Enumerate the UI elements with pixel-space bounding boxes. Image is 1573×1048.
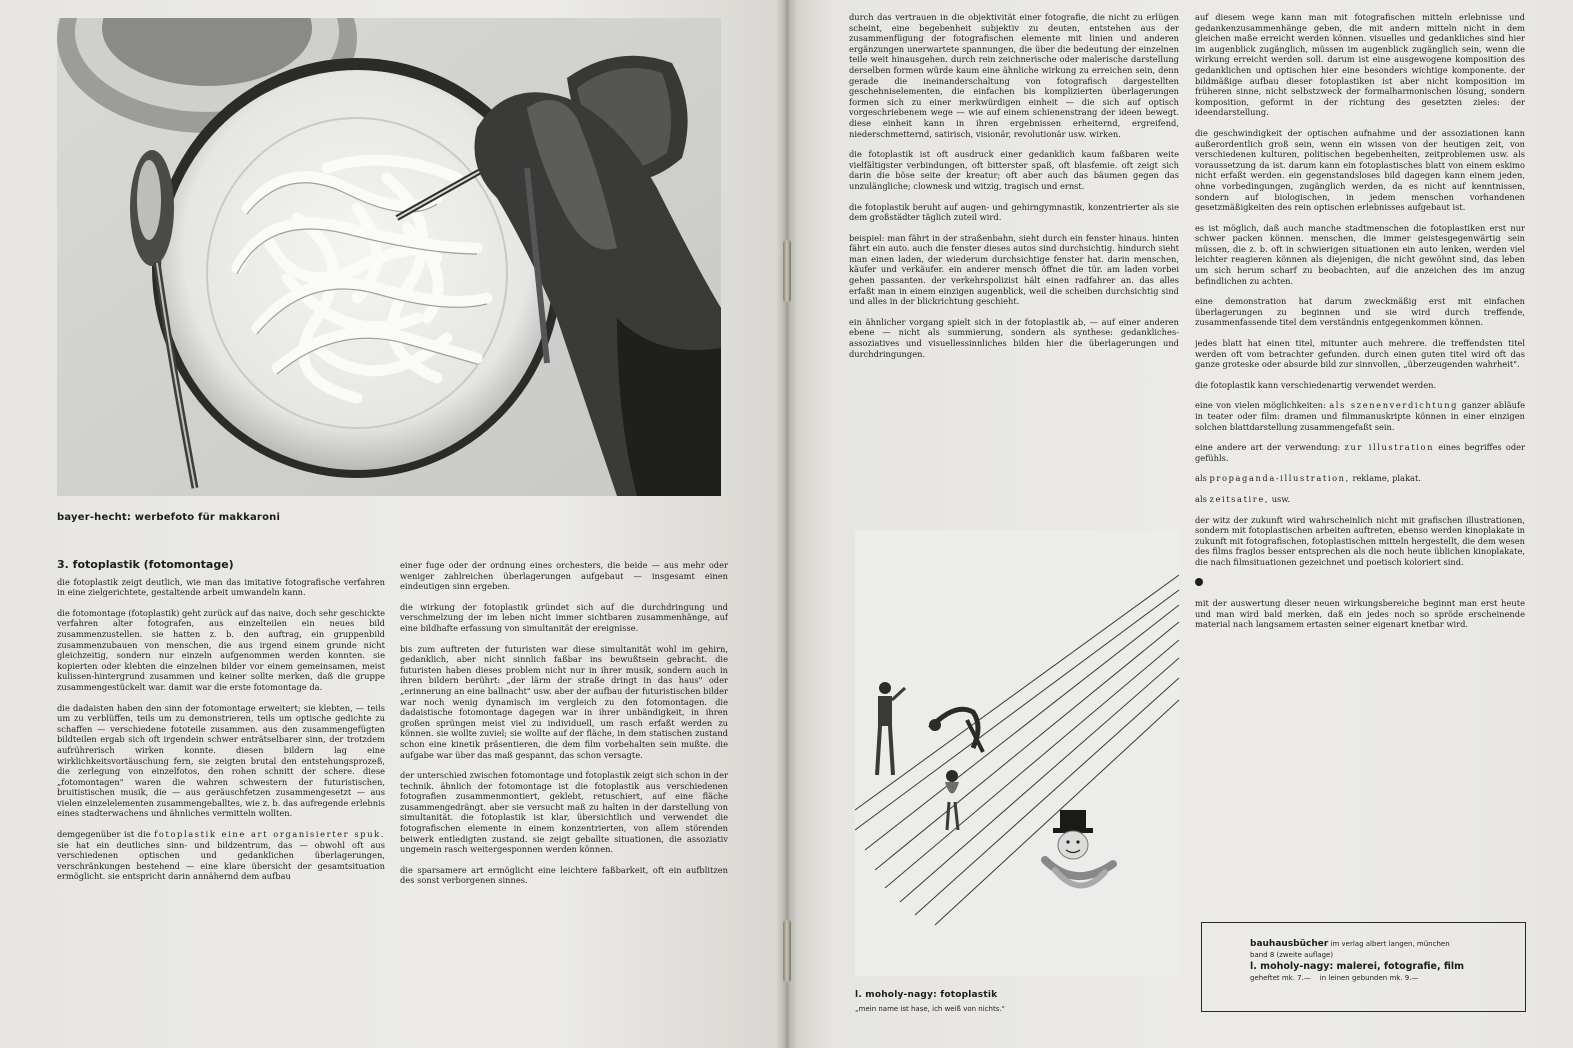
- paragraph: die fotoplastik kann verschiedenartig verwendet werden.: [1195, 379, 1437, 390]
- paragraph: mit der auswertung dieser neuen wirkungsbereiche beginnt man erst heute und man wird bald merken, daß ein jedes noch so spröde erscheinende material nach langsamem ertasten seiner eigenart knetbar wird.: [1195, 598, 1525, 630]
- text-column-left-2: [400, 560, 728, 1020]
- paragraph: die wirkung der fotoplastik gründet sich auf die durchdringung und verschmelzung der im leben nicht immer sichtbaren zusammenhänge, auf eine bildhafte erfassung von simultanität der ereignisse.: [400, 601, 728, 633]
- ad-publisher: im verlag albert langen, münchen: [1330, 940, 1450, 948]
- paragraph: die fotoplastik beruht auf augen- und gehirngymnastik, konzentrierter als sie dem großstädter täglich zuteil wird.: [849, 201, 1179, 223]
- text-column-right-1: [849, 12, 1179, 517]
- fotoplastik-photo: [855, 530, 1179, 976]
- photo-caption: bayer-hecht: werbefoto für makkaroni: [57, 512, 281, 523]
- paragraph: ein ähnlicher vorgang spielt sich in der fotoplastik ab, — auf einer anderen ebene — nicht als summierung, sondern als synthese: gedankliches-assoziatives und visuellessinnliches bilden hier die überlagerungen und durchdringungen.: [849, 316, 1179, 359]
- emphasis-text: zeitsatire,: [1209, 493, 1270, 504]
- right-page: [786, 0, 1573, 1048]
- paragraph: auf diesem wege kann man mit fotografischen mitteln erlebnisse und gedankenzusammenhänge geben, die mit andern mitteln nicht in dem gleichen maße erreicht werden können. visuelles und gedankliches sind hier im augenblick zugänglich, müssen im augenblick zugänglich sein, wenn die wirkung erreicht werden soll. darum ist eine ausgewogene komposition des gedanklichen und optischen hier eine besonders wichtige komponente. der bildmäßige aufbau dieser fotoplastiken ist aber nicht komposition im früheren sinne, nicht selbstzweck der formalharmonischen lösung, sondern komposition, geformt in der richtung des gesetzten zieles: der ideendarstellung.: [1195, 12, 1525, 118]
- paragraph: einer fuge oder der ordnung eines orchesters, die beide — aus mehr oder weniger zahlreichen überlagerungen aufgebaut — insgesamt einen eindeutigen sinn ergeben.: [400, 560, 728, 592]
- text-column-right-2: [1195, 12, 1525, 912]
- ad-title: l. moholy-nagy: malerei, fotografie, film: [1250, 961, 1465, 972]
- ad-volume: band 8 (zweite auflage): [1250, 951, 1334, 959]
- paragraph: jedes blatt hat einen titel, mitunter auch mehrere. die treffendsten titel werden oft vom betrachter gefunden. durch einen guten titel wird oft das ganze groteske oder absurde bild zur sinnvollen, „überzeugenden wahrheit".: [1195, 338, 1525, 370]
- bullet-icon: [1195, 578, 1203, 586]
- bauhausbuecher-ad: [1201, 922, 1526, 1012]
- makkaroni-photo: [57, 18, 721, 496]
- paragraph: als propaganda-illustration, reklame, plakat.: [1195, 473, 1421, 484]
- paragraph: demgegenüber ist die fotoplastik eine art organisierter spuk. sie hat ein deutliches sinn- und bildzentrum, das — obwohl oft aus verschiedenen optischen und gedanklichen überlagerungen, verschränkungen bestehend — eine klare übersicht der gesamtsituation ermöglicht. sie entspricht darin annähernd dem aufbau: [57, 829, 385, 882]
- bullet-divider: [1195, 578, 1525, 589]
- section-heading: 3. fotoplastik (fotomontage): [57, 560, 234, 571]
- book-gutter: [776, 0, 798, 1048]
- ad-price-bound: in leinen gebunden mk. 9.—: [1319, 974, 1419, 982]
- paragraph: eine demonstration hat darum zweckmäßig erst mit einfachen überlagerungen zu beginnen und sie wird durch treffende, zusammenfassende titel dem verständnis entgegenkommen können.: [1195, 296, 1525, 328]
- paragraph: eine von vielen möglichkeiten: als szenenverdichtung ganzer abläufe in teater oder film: dramen und filmmanuskripte können in einer einzigen solchen blattdarstellung zusammengefaßt sein.: [1195, 400, 1525, 432]
- intro-paragraph: die fotoplastik zeigt deutlich, wie man das imitative fotografische verfahren in eine zielgerichtete, gestaltende arbeit umwandeln kann.: [57, 576, 385, 598]
- photo-subcaption: „mein name ist hase, ich weiß von nichts.": [855, 1005, 1005, 1013]
- paragraph: durch das vertrauen in die objektivität einer fotografie, die nicht zu erlügen scheint, eine begebenheit subjektiv zu deuten, entstehen aus der zusammenfügung der fotografischen elemente mit linien und anderen ergänzungen unerwartete spannungen, die über die bedeutung der einzelnen teile weit hinausgehen. durch rein zeichnerische oder malerische darstellung derselben formen würde kaum eine ähnliche wirkung zu erreichen sein, denn gerade die ineinanderschaltung von fotografisch dargestellten geschehniselementen, die einfachen bis komplizierten überlagerungen formen sich zu einer merkwürdigen einheit — die sich auf optisch vorgeschriebenem wege — wie auf einem schienenstrang der ideen bewegt. diese einheit kann in ihren ergebnissen erheiternd, ergreifend, niederschmetternd, satirisch, visionär, revolutionär usw. wirken.: [849, 12, 1179, 139]
- ad-price-line: [1250, 973, 1513, 984]
- left-page: [0, 0, 786, 1048]
- staple-bottom: [783, 920, 791, 982]
- paragraph: der witz der zukunft wird wahrscheinlich nicht mit grafischen illustrationen, sondern mit fotoplastischen arbeiten auftreten, ebenso werden kinoplakate in zukunft mit fotografischen, fotoplastischen mitteln hergestellt, die dem wesen des films fraglos besser entsprechen als die noch heute üblichen kinoplakate, die nach filmsituationen gezeichnet und poetisch koloriert sind.: [1195, 514, 1525, 567]
- emphasis-text: propaganda-illustration,: [1209, 473, 1350, 484]
- paragraph: die geschwindigkeit der optischen aufnahme und der assoziationen kann außerordentlich groß sein, wenn ein wissen von der heutigen zeit, von verschiedenen kulturen, politischen begebenheiten, zeitproblemen usw. als voraussetzung da ist. darum kann ein fotoplastisches blatt von einem eskimo nicht erfaßt werden. ein gegenstandsloses bild dagegen kann einem jeden, ohne vorbedingungen, zugänglich werden, da es nicht auf kenntnissen, sondern auf biologischen, in jedem menschen vorhandenen gesetzmäßigkeiten des rein optischen erlebnisses aufgebaut ist.: [1195, 127, 1525, 213]
- paragraph: die sparsamere art ermöglicht eine leichtere faßbarkeit, oft ein aufblitzen des sonst verborgenen sinnes.: [400, 864, 728, 886]
- emphasis-text: fotoplastik eine art organisierter spuk.: [154, 829, 385, 840]
- ad-price-paper: geheftet mk. 7.—: [1250, 974, 1311, 982]
- staple-top: [783, 240, 791, 302]
- ad-series: bauhausbücher: [1250, 939, 1329, 949]
- paragraph: bis zum auftreten der futuristen war diese simultanität wohl im gehirn, gedanklich, aber nicht sinnlich faßbar ins bewußtsein gebracht. die futuristen haben dieses problem nicht nur in ihrer musik, sondern auch in ihren bildern berührt: „der lärm der straße dringt in das haus" oder „erinnerung an eine ballnacht" usw. aber der aufbau der futuristischen bilder war noch wenig dynamisch im vergleich zu den fotomontagen. die dadaistische fotomontage dagegen war in ihrer unbändigkeit, in ihren großen sprüngen meist viel zu individuell, um rasch erfaßt werden zu können. sie wollte zuviel; sie wollte auf der fläche, in dem statischen zustand schon eine kinetik präsentieren, die dem film vorbehalten sein mußte. die aufgabe war über das maß gespannt, das schon versagte.: [400, 643, 728, 760]
- paragraph: die dadaisten haben den sinn der fotomontage erweitert; sie klebten, — teils um zu verblüffen, teils um zu demonstrieren, teils um optische gedichte zu schaffen — verschiedene fototeile zusammen. aus den zusammengefügten bildteilen ergab sich oft irgendein schwer enträtselbarer sinn, der trotzdem aufrührerisch wirken konnte. diesen bildern lag eine wirklichkeitsvortäuschung fern, sie zeigten brutal den entstehungsprozeß, die zerlegung von einzelfotos, den rohen schnitt der schere. diese „fotomontagen" waren die wahren schwestern der futuristischen, bruitistischen musik, die — aus geräuschfetzen zusammengesetzt — aus vielen einzelelementen zusammengeballtes, wie z. b. das aufregende erlebnis eines stadterwachens und ähnliches vermitteln wollten.: [57, 702, 385, 819]
- paragraph: beispiel: man fährt in der straßenbahn, sieht durch ein fenster hinaus. hinten fährt ein auto. auch die fenster dieses autos sind durchsichtig. hindurch sieht man einen laden, der wiederum durchsichtige fenster hat. darin menschen, käufer und verkäufer. ein anderer mensch öffnet die tür. am laden vorbei gehen passanten. der verkehrspolizist hält einen radfahrer an. das alles erfaßt man in einem einzigen augenblick, weil die scheiben durchsichtig sind und alles in der blickrichtung geschieht.: [849, 232, 1179, 307]
- paragraph: als zeitsatire, usw.: [1195, 493, 1291, 504]
- emphasis-text: als szenenverdichtung: [1329, 400, 1459, 411]
- emphasis-text: zur illustration: [1344, 442, 1435, 453]
- photo-caption: l. moholy-nagy: fotoplastik: [855, 990, 998, 1000]
- text-column-left-1: [57, 560, 385, 1020]
- paragraph: die fotoplastik ist oft ausdruck einer gedanklich kaum faßbaren weite vielfältigster verbindungen, oft bitterster spaß, oft blasfemie. oft zeigt sich darin die böse seite der kreatur; oft aber auch das bäumen gegen das unzulängliche; clownesk und witzig, tragisch und ernst.: [849, 149, 1179, 191]
- ad-series-line: [1250, 939, 1513, 950]
- paragraph: die fotomontage (fotoplastik) geht zurück auf das naive, doch sehr geschickte verfahren alter fotografen, aus einzelteilen ein neues bild zusammenzustellen. sie hatten z. b. den auftrag, ein gruppenbild zusammenzubauen von menschen, die aus irgend einem grunde nicht gleichzeitig, sondern nur einzeln aufgenommen werden konnten. sie kopierten oder klebten die einzelnen bilder vor einem gemeinsamen, meist kulissen-hintergrund zusammen und keiner sollte merken, daß die gruppe zusammengestückelt war. damit war die erste fotomontage da.: [57, 607, 385, 692]
- paragraph: eine andere art der verwendung: zur illustration eines begriffes oder gefühls.: [1195, 442, 1525, 463]
- paragraph: es ist möglich, daß auch manche stadtmenschen die fotoplastiken erst nur schwer packen können. menschen, die immer geistesgegenwärtig sein müssen, die z. b. oft in schwierigen situationen ein auto lenken, werden viel leichter reagieren können als diejenigen, die nicht gewöhnt sind, das leben um sich herum scharf zu beobachten, auf die anzeichen des im anzug befindlichen zu achten.: [1195, 222, 1525, 286]
- ad-title-line: [1250, 961, 1513, 973]
- paragraph: der unterschied zwischen fotomontage und fotoplastik zeigt sich schon in der technik. ähnlich der fotomontage ist die fotoplastik aus verschiedenen fotografien zusammenmontiert, geklebt, retuschiert, auf eine fläche zusammengedrängt. aber sie versucht maß zu halten in der darstellung von simultanität. die fotoplastik ist klar, übersichtlich und verwendet die fotografischen elemente in einem konzentrierten, von allem störenden beiwerk entledigten zustand. sie zeigt geballte situationen, die assoziativ ungemein rasch weitergesponnen werden können.: [400, 770, 728, 855]
